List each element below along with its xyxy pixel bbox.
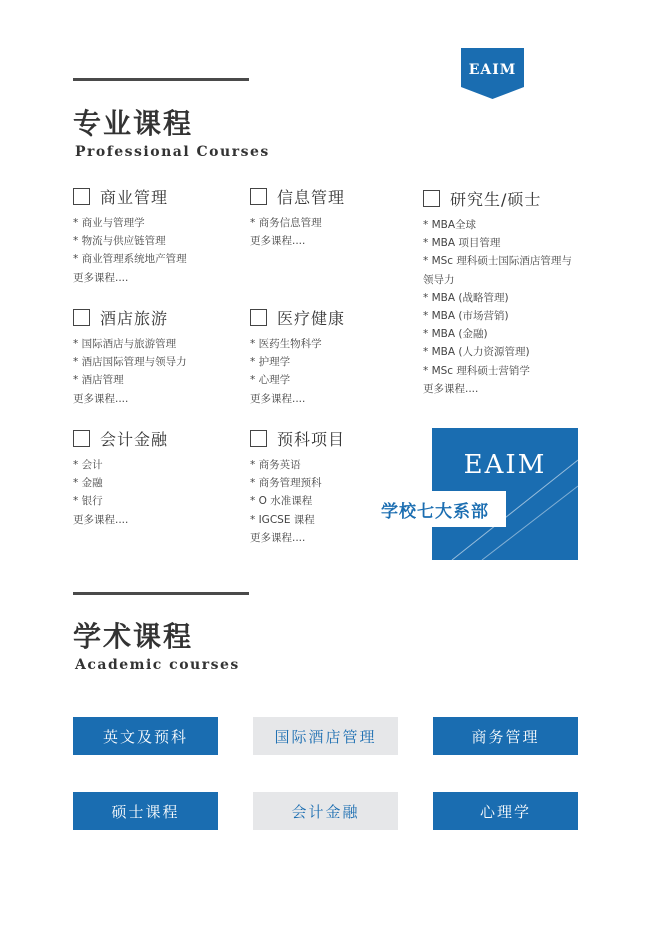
category-accounting-finance	[73, 427, 168, 529]
academic-button-hotel-management[interactable]: 国际酒店管理	[253, 717, 398, 755]
checkbox-icon	[250, 430, 267, 447]
more-courses-link[interactable]: 更多课程....	[73, 392, 129, 405]
more-courses-link[interactable]: 更多课程....	[250, 531, 306, 544]
course-item: * MBA (市场营销)	[423, 310, 509, 323]
checkbox-icon	[73, 430, 90, 447]
category-healthcare	[250, 306, 345, 408]
course-item: * MBA (金融)	[423, 328, 488, 341]
course-item: * 心理学	[250, 374, 291, 387]
course-item: 领导力	[423, 273, 455, 286]
course-item: * MBA (人力资源管理)	[423, 346, 530, 359]
category-title: 预科项目	[277, 429, 346, 449]
course-item: * 酒店管理	[73, 374, 124, 387]
checkbox-icon	[250, 188, 267, 205]
category-title: 研究生/硕士	[450, 189, 542, 209]
course-item: * 银行	[73, 495, 103, 508]
more-courses-link[interactable]: 更多课程....	[250, 392, 306, 405]
section-title-academic-en: Academic courses	[75, 657, 240, 673]
category-title: 酒店旅游	[100, 308, 169, 328]
checkbox-icon	[73, 188, 90, 205]
academic-button-english-foundation[interactable]: 英文及预科	[73, 717, 218, 755]
checkbox-icon	[423, 190, 440, 207]
category-title: 信息管理	[277, 187, 346, 207]
academic-button-accounting-finance[interactable]: 会计金融	[253, 792, 398, 830]
section-rule-academic	[73, 592, 249, 595]
more-courses-link[interactable]: 更多课程....	[73, 513, 129, 526]
course-item: * 金融	[73, 477, 103, 490]
section-title-academic-cn: 学术课程	[73, 620, 194, 653]
course-item: * MBA 项目管理	[423, 237, 501, 250]
section-rule-professional	[73, 78, 249, 81]
category-postgraduate	[423, 187, 572, 398]
course-item: * IGCSE 课程	[250, 513, 315, 526]
course-item: * O 水准课程	[250, 495, 313, 508]
academic-button-masters[interactable]: 硕士课程	[73, 792, 218, 830]
category-title: 会计金融	[100, 429, 169, 449]
category-title: 商业管理	[100, 187, 169, 207]
more-courses-link[interactable]: 更多课程....	[423, 382, 479, 395]
course-item: * MBA全球	[423, 219, 477, 231]
eaim-logo-badge	[461, 48, 524, 99]
category-business-management	[73, 185, 187, 287]
course-item: * 物流与供应链管理	[73, 235, 166, 248]
course-item: * MSc 理科硕士国际酒店管理与	[423, 255, 572, 268]
logo-text: EAIM	[468, 62, 517, 78]
departments-card-logo: EAIM	[463, 450, 547, 480]
category-foundation	[250, 427, 345, 547]
section-title-professional-en: Professional Courses	[75, 144, 270, 160]
more-courses-link[interactable]: 更多课程....	[73, 271, 129, 284]
departments-card-label: 学校七大系部	[364, 491, 506, 527]
academic-button-business-management[interactable]: 商务管理	[433, 717, 578, 755]
academic-button-psychology[interactable]: 心理学	[433, 792, 578, 830]
section-title-professional-cn: 专业课程	[73, 107, 194, 140]
course-item: * 护理学	[250, 356, 291, 369]
course-item: * 商务英语	[250, 459, 301, 471]
course-item: * 商务管理预科	[250, 477, 322, 490]
course-item: * 商业管理系统地产管理	[73, 253, 187, 266]
checkbox-icon	[73, 309, 90, 326]
category-title: 医疗健康	[277, 308, 346, 328]
course-item: * 商务信息管理	[250, 217, 322, 229]
more-courses-link[interactable]: 更多课程....	[250, 235, 306, 248]
category-information-management	[250, 185, 345, 250]
course-item: * MBA (战略管理)	[423, 291, 509, 304]
course-item: * 会计	[73, 459, 103, 471]
course-item: * 商业与管理学	[73, 217, 145, 229]
course-item: * 国际酒店与旅游管理	[73, 338, 177, 350]
course-item: * MSc 理科硕士营销学	[423, 364, 530, 377]
checkbox-icon	[250, 309, 267, 326]
course-item: * 医药生物科学	[250, 338, 322, 350]
course-item: * 酒店国际管理与领导力	[73, 356, 187, 369]
category-hospitality-tourism	[73, 306, 187, 408]
